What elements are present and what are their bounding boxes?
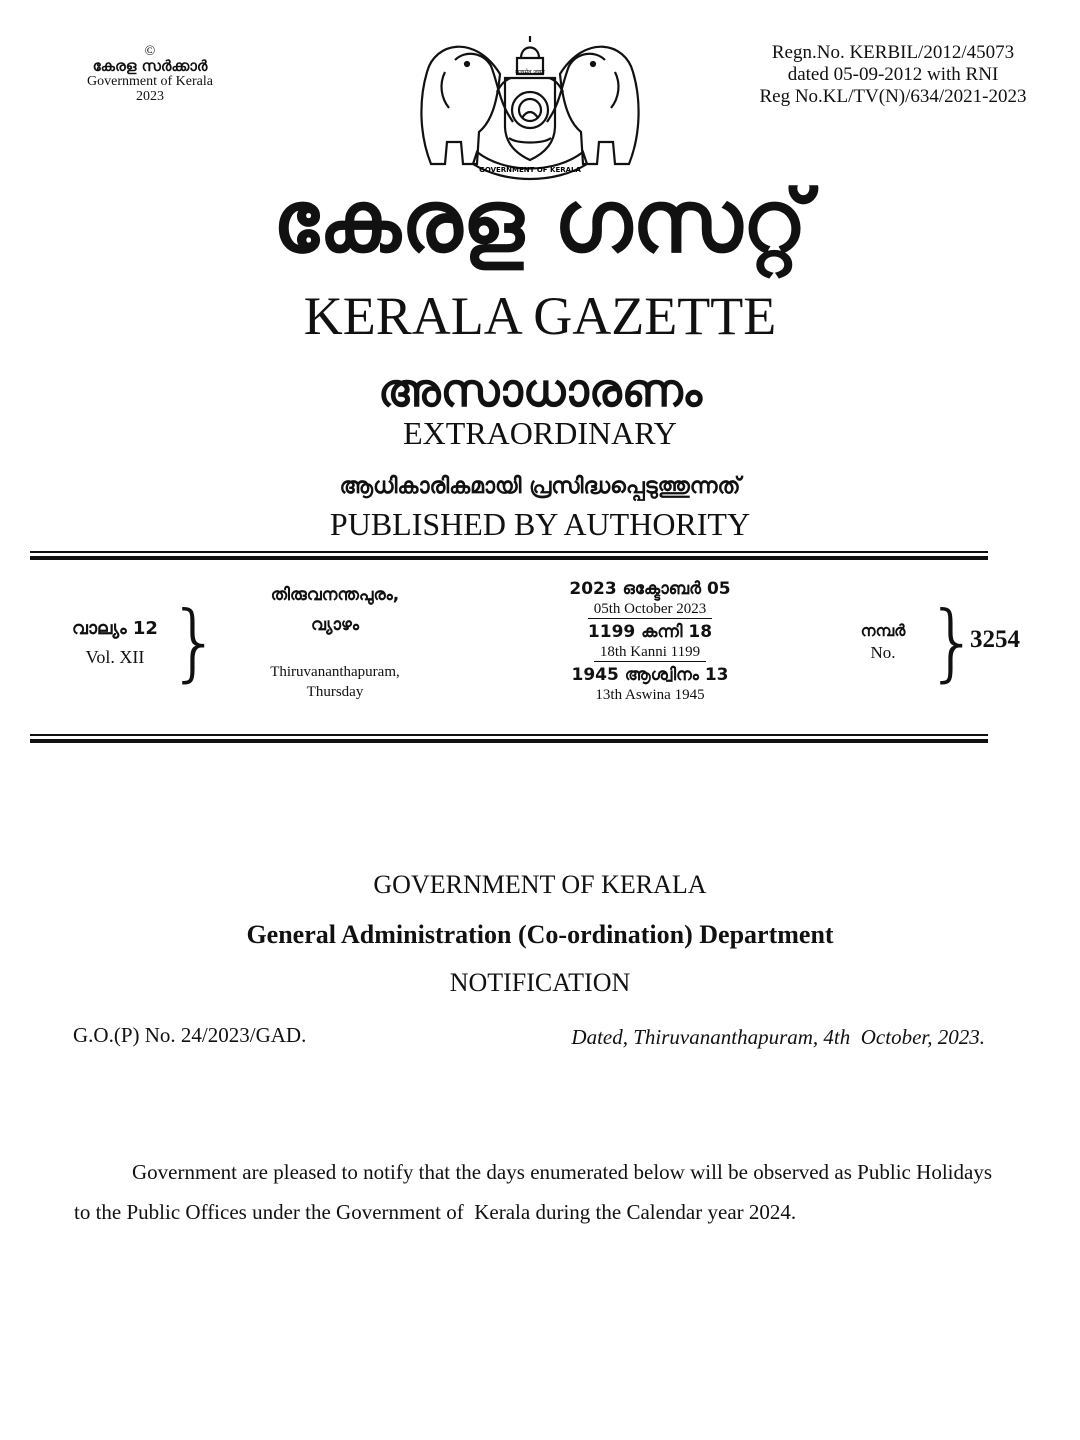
- kerala-emblem-icon: [405, 14, 655, 182]
- day-en: Thursday: [306, 684, 364, 700]
- notification-body: [74, 1152, 998, 1232]
- number-label-en: No.: [870, 643, 896, 662]
- date-gregorian-mal: 2023 ഒക്ടോബർ 05: [569, 579, 731, 599]
- copyright-year: 2023: [136, 89, 164, 104]
- date-kollam-mal: 1199 കന്നി 18: [587, 622, 713, 642]
- title-malayalam: കേരള ഗസറ്റ്: [272, 172, 808, 272]
- place-en: Thiruvananthapuram,: [270, 664, 400, 680]
- place-day-block: [230, 580, 440, 702]
- notification-heading: NOTIFICATION: [449, 968, 631, 997]
- place-mal: തിരുവനന്തപുരം,: [270, 585, 400, 605]
- divider-top-2: [30, 556, 988, 560]
- divider-bottom-2: [30, 739, 988, 743]
- dated-line: Dated, Thiruvananthapuram, 4th October, 2023.: [571, 1025, 985, 1049]
- date-saka-mal: 1945 ആശ്വിനം 13: [571, 665, 729, 685]
- registration-block: [728, 42, 1058, 108]
- copyright-block: [60, 44, 240, 104]
- date-gregorian-en: 05th October 2023: [588, 600, 712, 619]
- go-number: G.O.(P) No. 24/2023/GAD.: [73, 1023, 307, 1047]
- published-malayalam: ആധികാരികമായി പ്രസിദ്ധപ്പെടുത്തുന്നത്: [339, 474, 741, 499]
- department-heading: General Administration (Co-ordination) Department: [246, 920, 834, 949]
- number-label-block: [838, 620, 928, 664]
- extraordinary-malayalam: അസാധാരണം: [378, 363, 702, 417]
- regn-line-3: Reg No.KL/TV(N)/634/2021-2023: [759, 86, 1027, 107]
- volume-block: [55, 615, 175, 671]
- emblem-motto: सत्यमेव जयते: [515, 69, 545, 76]
- right-brace-icon: }: [926, 593, 980, 691]
- volume-en: Vol. XII: [85, 647, 145, 667]
- number-label-mal: നമ്പർ: [860, 621, 906, 640]
- right-brace-icon: }: [168, 593, 222, 691]
- date-kollam-en: 18th Kanni 1199: [594, 643, 706, 662]
- notification-body-text: Government are pleased to notify that the days enumerated below will be observed as Public Holidays to the Public Offices under the Government of Kerala during the Calendar year 2024.: [74, 1160, 998, 1224]
- copyright-symbol: ©: [144, 44, 156, 59]
- volume-mal: വാല്യം 12: [72, 618, 158, 639]
- copyright-owner-en: Government of Kerala: [87, 74, 213, 89]
- published-english: PUBLISHED BY AUTHORITY: [329, 506, 751, 542]
- day-mal: വ്യാഴം: [311, 615, 359, 635]
- regn-line-1: Regn.No. KERBIL/2012/45073: [771, 42, 1015, 63]
- issue-number: 3254: [970, 626, 1020, 653]
- title-english: KERALA GAZETTE: [303, 286, 777, 346]
- regn-line-2: dated 05-09-2012 with RNI: [787, 64, 999, 85]
- date-saka-en: 13th Aswina 1945: [595, 687, 705, 703]
- dates-block: [545, 578, 755, 704]
- copyright-owner-mal: കേരള സർക്കാർ: [92, 57, 208, 75]
- extraordinary-english: EXTRAORDINARY: [403, 415, 677, 451]
- divider-bottom-1: [30, 734, 988, 736]
- divider-top-1: [30, 551, 988, 553]
- government-heading: GOVERNMENT OF KERALA: [373, 870, 707, 899]
- emblem-ribbon-text: GOVERNMENT OF KERALA: [479, 166, 581, 174]
